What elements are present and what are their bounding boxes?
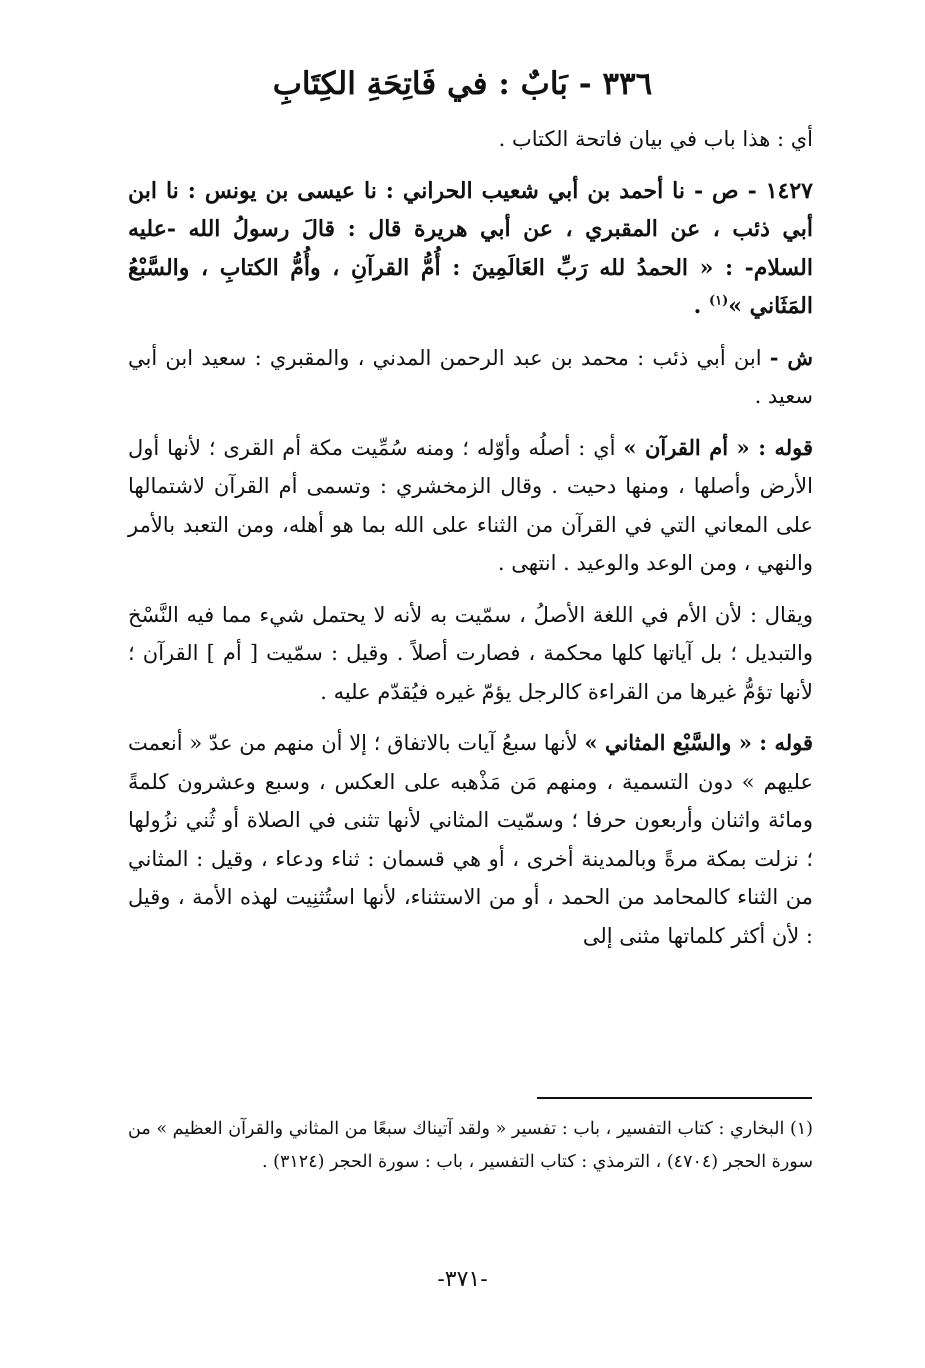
page-number: -٣٧١-: [437, 1267, 488, 1292]
origin-paragraph: [128, 596, 813, 712]
chapter-title: ٣٣٦ - بَابٌ : في فَاتِحَةِ الكِتَابِ: [272, 66, 653, 102]
hadith-text: ١٤٢٧ - ص - نا أحمد بن أبي شعيب الحراني : نا عيسى بن يونس : نا ابن أبي ذئب ، عن المقبري ، عن أبي هريرة قال : قالَ رسولُ الله -عليه السلام- : « الحمدُ لله رَبِّ العَالَمِينَ : أُمُّ القرآنِ ، وأُمُّ الكتابِ ، والسَّبْعُ المَثَاني »: [128, 177, 813, 319]
footnote-divider: [537, 1097, 812, 1099]
umm-al-quran-paragraph: [128, 429, 813, 583]
hadith-paragraph: [128, 172, 813, 326]
hadith-tail: .: [693, 293, 709, 319]
paragraph-text: ابن أبي ذئب : محمد بن عبد الرحمن المدني ، والمقبري : سعيد ابن أبي سعيد .: [128, 345, 813, 408]
footnote-marker[interactable]: (١): [708, 293, 729, 309]
paragraph-text: لأنها سبعُ آيات بالاتفاق ؛ إلا أن منهم من عدّ « أنعمت عليهم » دون التسمية ، ومنهم مَن مَذْهبه على العكس ، وسبع وعشرون كلمةً ومائة واثنان وأربعون حرفا ؛ وسمّيت المثاني لأنها تثنى في الصلاة أو ثُني نزُولها ؛ نزلت بمكة مرةً وبالمدينة أخرى ، أو هي قسمان : ثناء ودعاء ، وقيل : المثاني من الثناء كالمحامد من الحمد ، أو من الاستثناء، لأنها استُثنِيت لهذه الأمة ، وقيل : لأن أكثر كلماتها مثنى إلى: [128, 731, 813, 948]
paragraph-lead: قوله : « أم القرآن »: [623, 434, 813, 460]
paragraph-text: أي : أصلُه وأوّله ؛ ومنه سُمِّيت مكة أم القرى ؛ لأنها أول الأرض وأصلها ، ومنها دحيت . وقال الزمخشري : وتسمى أم القرآن لاشتمالها على المعاني التي في القرآن من الثناء على الله بما هو أهله، ومن التعبد بالأمر والنهي ، ومن الوعد والوعيد . انتهى .: [128, 435, 813, 575]
footnote-item: (١) البخاري : كتاب التفسير ، باب : تفسير « ولقد آتيناك سبعًا من المثاني والقرآن العظيم » من سورة الحجر (٤٧٠٤) ، الترمذي : كتاب التفسير ، باب : سورة الحجر (٣١٢٤) .: [128, 1119, 813, 1172]
main-text: [128, 120, 813, 955]
paragraph-text: ويقال : لأن الأم في اللغة الأصلُ ، سمّيت به لأنه لا يحتمل شيء مما فيه النَّسْخ والتبديل ؛ بل آياتها كلها محكمة ، فصارت أصلاً . وقيل : سمّيت [ أم ] القرآن ؛ لأنها تؤمُّ غيرها من القراءة كالرجل يؤمّ غيره فيُقدّم عليه .: [128, 602, 813, 704]
commentary-lead: ش -: [769, 344, 813, 370]
footnotes: [128, 1113, 813, 1179]
paragraph-text: أي : هذا باب في بيان فاتحة الكتاب .: [498, 127, 813, 151]
commentary-paragraph: [128, 339, 813, 416]
paragraph-lead: قوله : « والسَّبْع المثاني »: [584, 730, 813, 755]
sab-al-mathani-paragraph: [128, 724, 813, 955]
intro-paragraph: [128, 120, 813, 159]
